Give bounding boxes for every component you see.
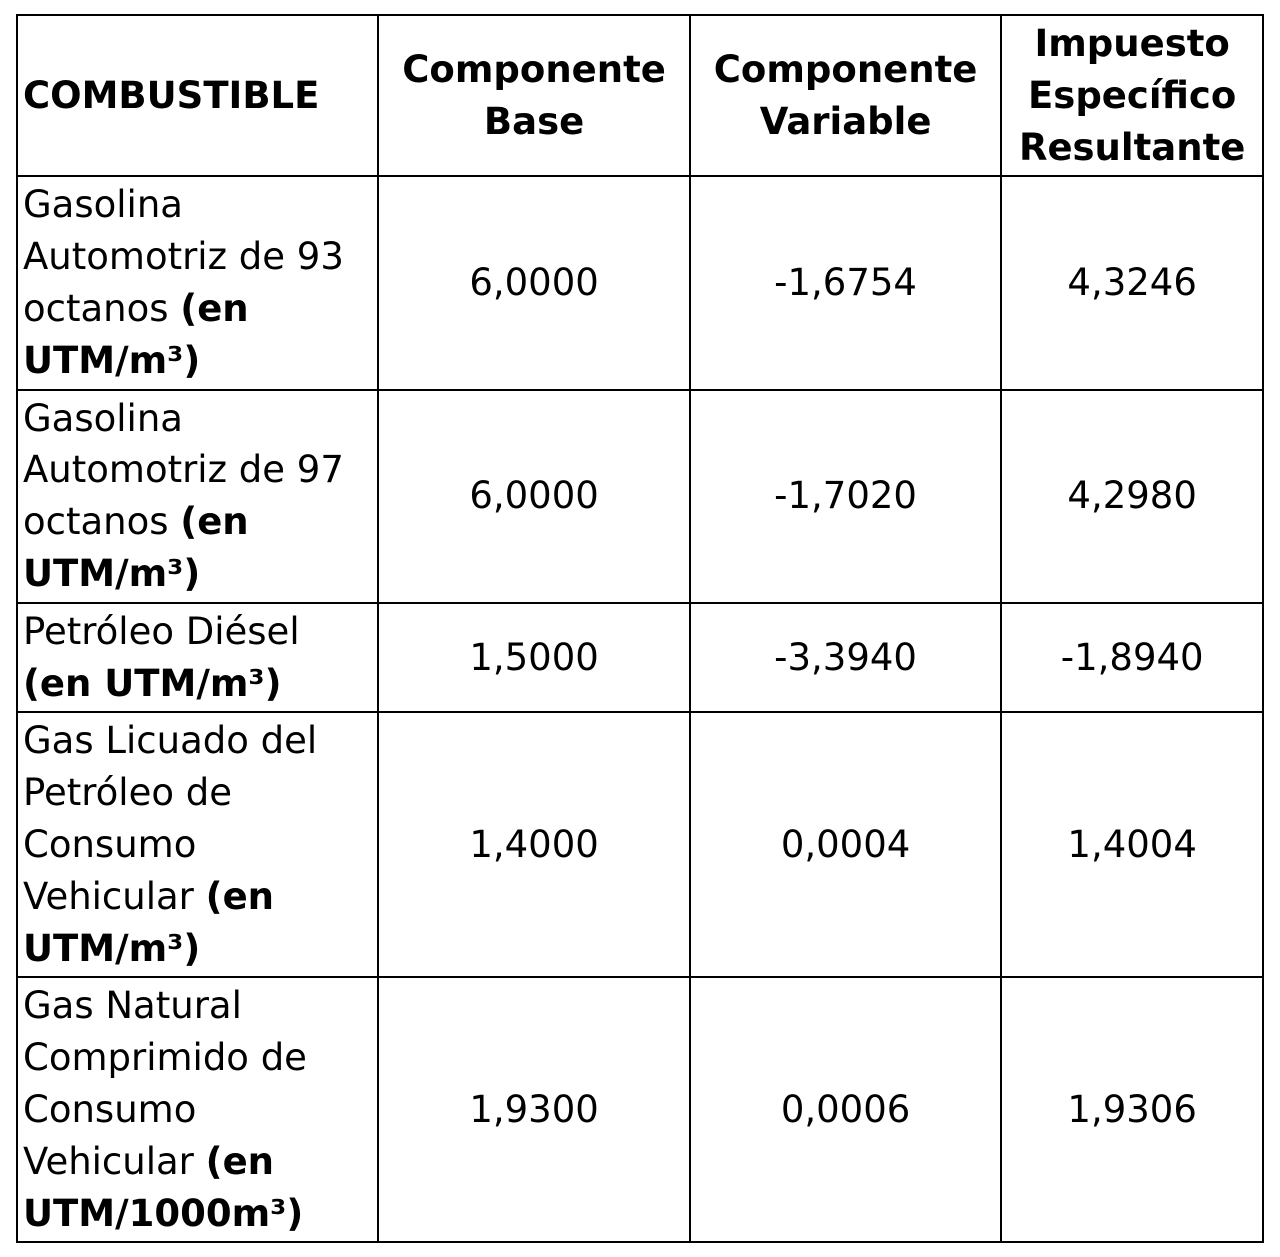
fuel-name: Petróleo Diésel — [23, 609, 300, 653]
fuel-name: Gas Natural Comprimido de Consumo Vehicular — [23, 984, 307, 1183]
fuel-name: Gasolina Automotriz de 97 octanos — [23, 396, 344, 544]
header-componente-variable: Componente Variable — [690, 15, 1002, 176]
componente-variable-value: 0,0006 — [690, 977, 1002, 1242]
header-combustible: COMBUSTIBLE — [17, 15, 378, 176]
fuel-unit: (en UTM/m³) — [23, 661, 282, 705]
fuel-name-cell — [17, 977, 378, 1242]
fuel-name-cell — [17, 712, 378, 977]
fuel-unit: (en UTM/1000m³) — [23, 1139, 304, 1235]
componente-base-value: 1,5000 — [378, 603, 690, 713]
componente-base-value: 6,0000 — [378, 390, 690, 603]
componente-base-value: 1,9300 — [378, 977, 690, 1242]
table-row-petroleo-diesel — [17, 603, 1263, 713]
impuesto-resultante-value: -1,8940 — [1001, 603, 1263, 713]
fuel-unit: (en UTM/m³) — [23, 874, 275, 970]
impuesto-resultante-value: 4,2980 — [1001, 390, 1263, 603]
componente-variable-value: -1,6754 — [690, 176, 1002, 389]
table-row-gas-natural — [17, 977, 1263, 1242]
header-componente-base: Componente Base — [378, 15, 690, 176]
header-row — [17, 15, 1263, 176]
fuel-name-cell — [17, 603, 378, 713]
componente-variable-value: -3,3940 — [690, 603, 1002, 713]
fuel-name: Gasolina Automotriz de 93 octanos — [23, 183, 344, 330]
componente-variable-value: -1,7020 — [690, 390, 1002, 603]
fuel-name-cell — [17, 176, 378, 389]
fuel-name: Gas Licuado del Petróleo de Consumo Vehicular — [23, 719, 318, 918]
table-row-gasolina-97 — [17, 390, 1263, 603]
impuesto-resultante-value: 4,3246 — [1001, 176, 1263, 389]
fuel-name-cell — [17, 390, 378, 603]
table-row-gasolina-93 — [17, 176, 1263, 389]
table-row-gas-licuado — [17, 712, 1263, 977]
header-impuesto-especifico-resultante: Impuesto Específico Resultante — [1001, 15, 1263, 176]
componente-base-value: 1,4000 — [378, 712, 690, 977]
impuesto-resultante-value: 1,9306 — [1001, 977, 1263, 1242]
componente-base-value: 6,0000 — [378, 176, 690, 389]
fuel-unit: (en UTM/m³) — [23, 500, 249, 595]
fuel-tax-table — [16, 14, 1264, 1243]
impuesto-resultante-value: 1,4004 — [1001, 712, 1263, 977]
componente-variable-value: 0,0004 — [690, 712, 1002, 977]
fuel-unit: (en UTM/m³) — [23, 286, 249, 382]
